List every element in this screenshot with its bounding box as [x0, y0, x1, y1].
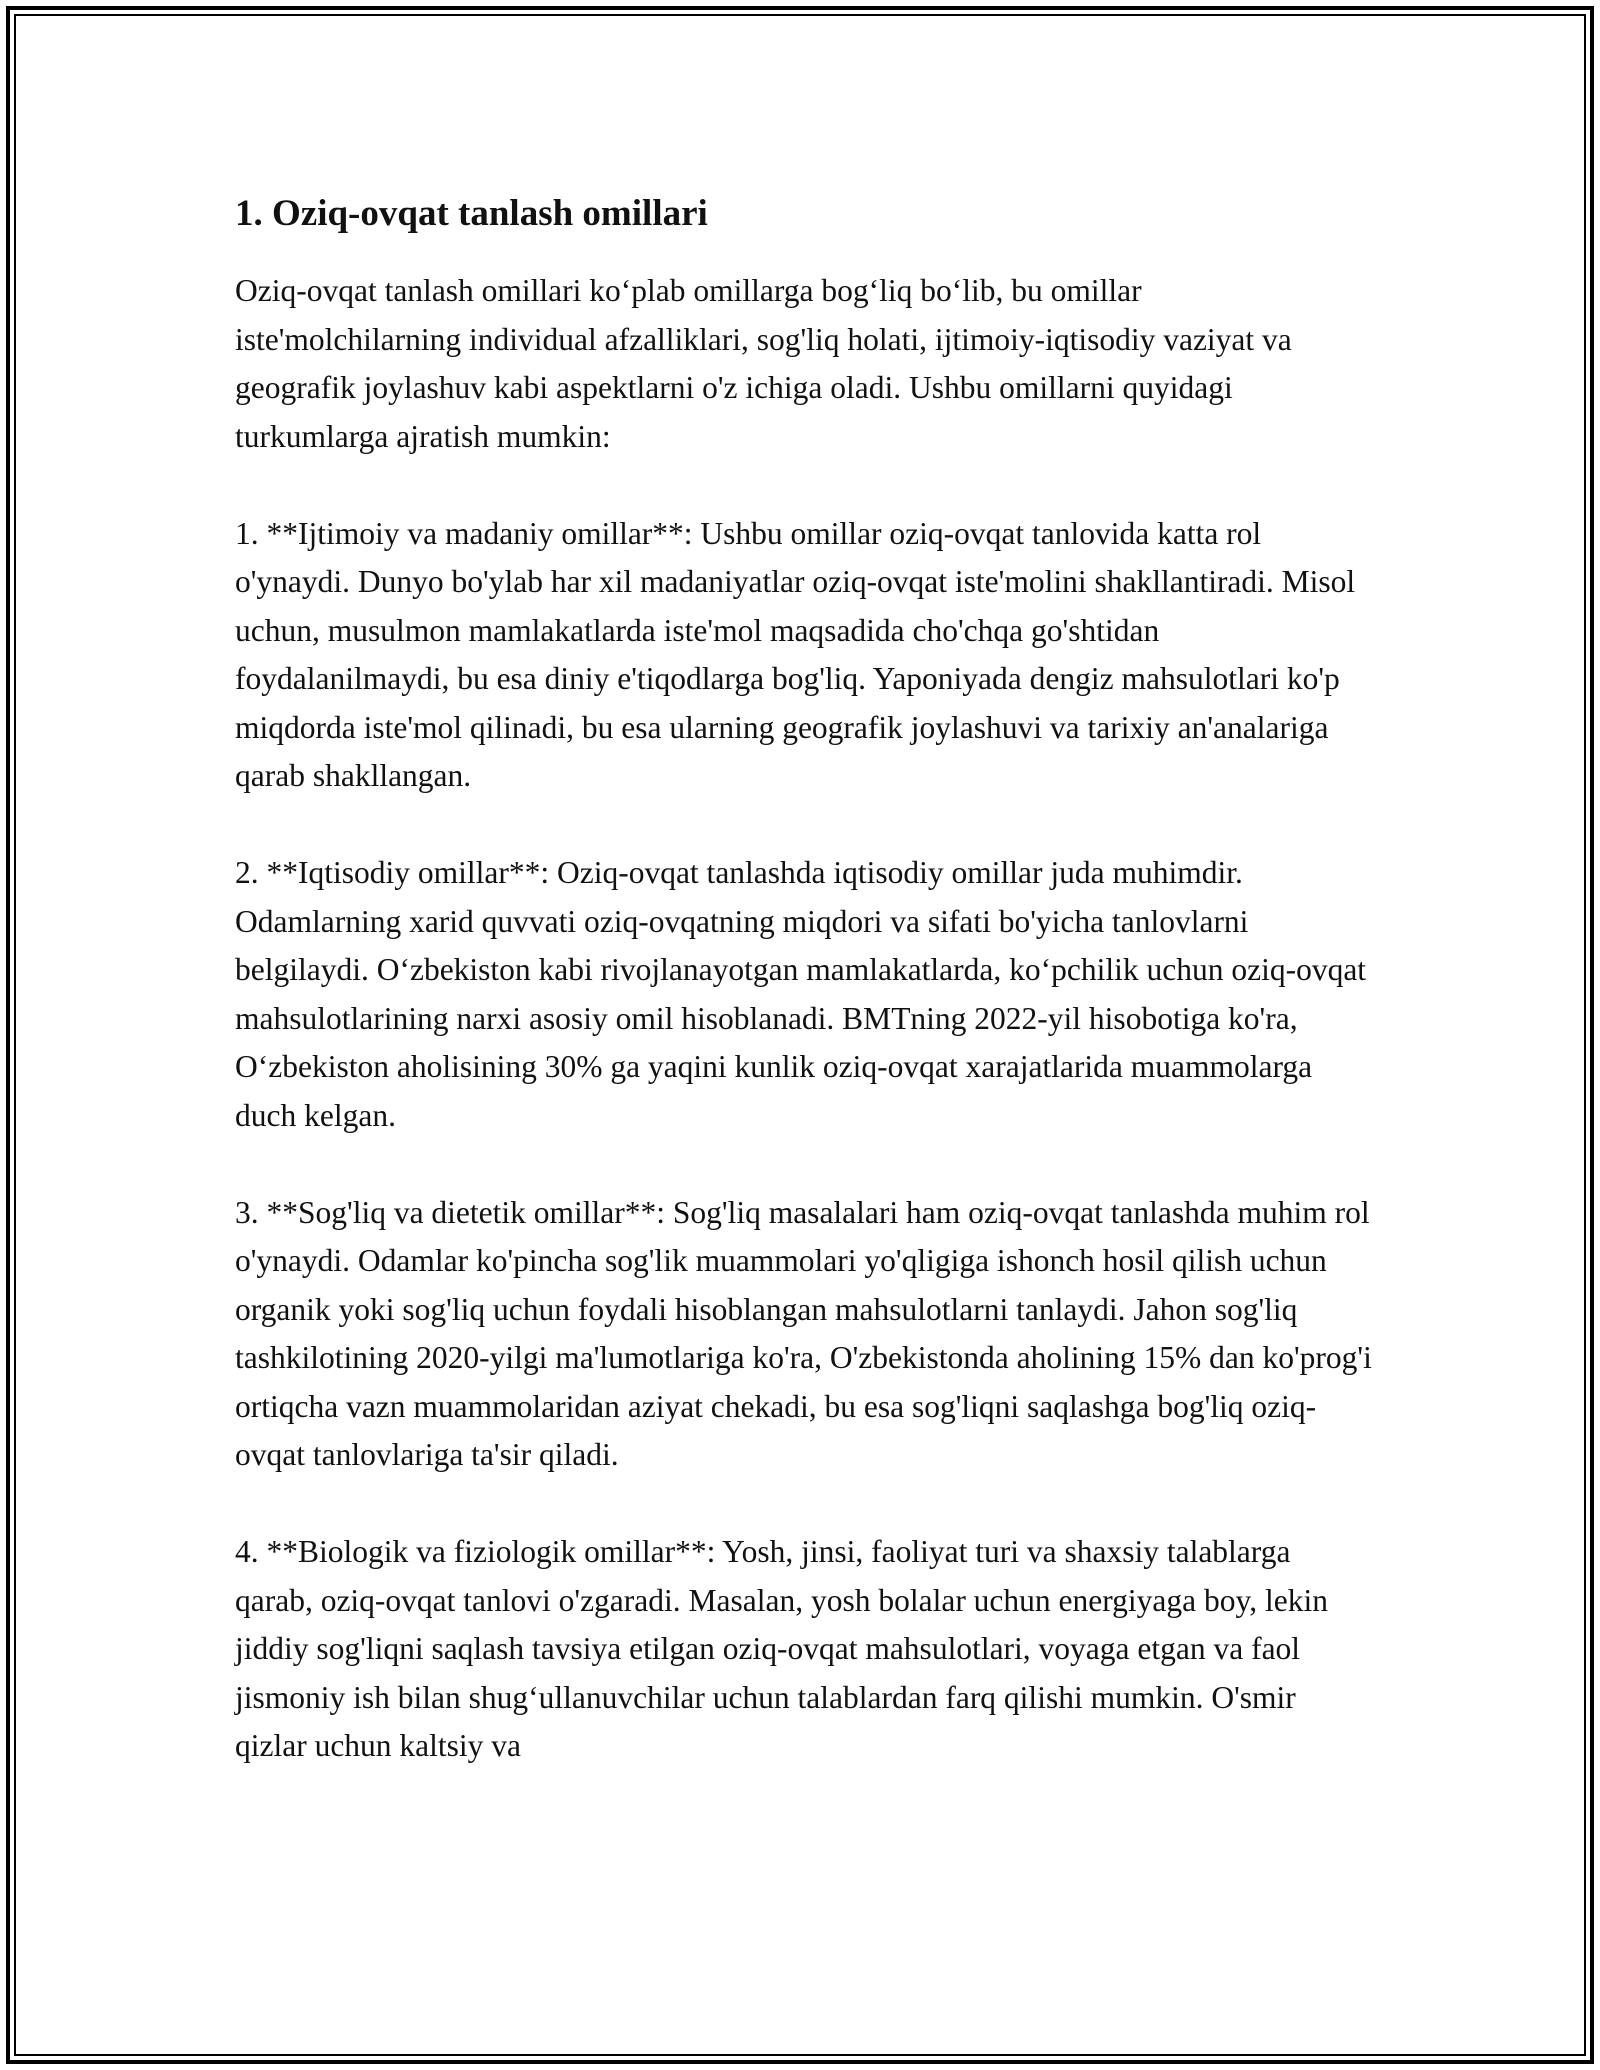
- intro-paragraph: Oziq-ovqat tanlash omillari ko‘plab omillarga bog‘liq bo‘lib, bu omillar iste'molchilarning individual afzalliklari, sog'liq holati, ijtimoiy-iqtisodiy vaziyat va geografik joylashuv kabi aspektlarni o'z ichiga oladi. Ushbu omillarni quyidagi turkumlarga ajratish mumkin:: [235, 273, 1292, 454]
- paragraph-biological: 4. **Biologik va fiziologik omillar**: Yosh, jinsi, faoliyat turi va shaxsiy talablarga qarab, oziq-ovqat tanlovi o'zgaradi. Masalan, yosh bolalar uchun energiyaga boy, lekin jiddiy sog'liqni saqlash tavsiya etilgan oziq-ovqat mahsulotlari, voyaga etgan va faol jismoniy ish bilan shug‘ullanuvchilar uchun talablardan farq qilishi mumkin. O'smir qizlar uchun kaltsiy va: [235, 1534, 1328, 1763]
- paragraph-social-cultural: 1. **Ijtimoiy va madaniy omillar**: Ushbu omillar oziq-ovqat tanlovida katta rol o'ynaydi. Dunyo bo'ylab har xil madaniyatlar oziq-ovqat iste'molini shakllantiradi. Misol uchun, musulmon mamlakatlarda iste'mol maqsadida cho'chqa go'shtidan foydalanilmaydi, bu esa diniy e'tiqodlarga bog'liq. Yaponiyada dengiz mahsulotlari ko'p miqdorda iste'mol qilinadi, bu esa ularning geografik joylashuvi va tarixiy an'analariga qarab shakllangan.: [235, 515, 1356, 793]
- paragraph-economic: 2. **Iqtisodiy omillar**: Oziq-ovqat tanlashda iqtisodiy omillar juda muhimdir. Odamlarning xarid quvvati oziq-ovqatning miqdori va sifati bo'yicha tanlovlarni belgilaydi. O‘zbekiston kabi rivojlanayotgan mamlakatlarda, ko‘pchilik uchun oziq-ovqat mahsulotlarining narxi asosiy omil hisoblanadi. BMTning 2022-yil hisobotiga ko'ra, O‘zbekiston aholisining 30% ga yaqini kunlik oziq-ovqat xarajatlarida muammolarga duch kelgan.: [235, 855, 1367, 1133]
- paragraph-health-dietary: 3. **Sog'liq va dietetik omillar**: Sog'liq masalalari ham oziq-ovqat tanlashda muhim rol o'ynaydi. Odamlar ko'pincha sog'lik muammolari yo'qligiga ishonch hosil qilish uchun organik yoki sog'liq uchun foydali hisoblangan mahsulotlarni tanlaydi. Jahon sog'liq tashkilotining 2020-yilgi ma'lumotlariga ko'ra, O'zbekistonda aholining 15% dan ko'prog'i ortiqcha vazn muammolaridan aziyat chekadi, bu esa sog'liqni saqlashga bog'liq oziq-ovqat tanlovlariga ta'sir qiladi.: [235, 1194, 1372, 1472]
- section-heading: 1. Oziq-ovqat tanlash omillari: [235, 193, 708, 234]
- document-body: [235, 186, 1375, 1819]
